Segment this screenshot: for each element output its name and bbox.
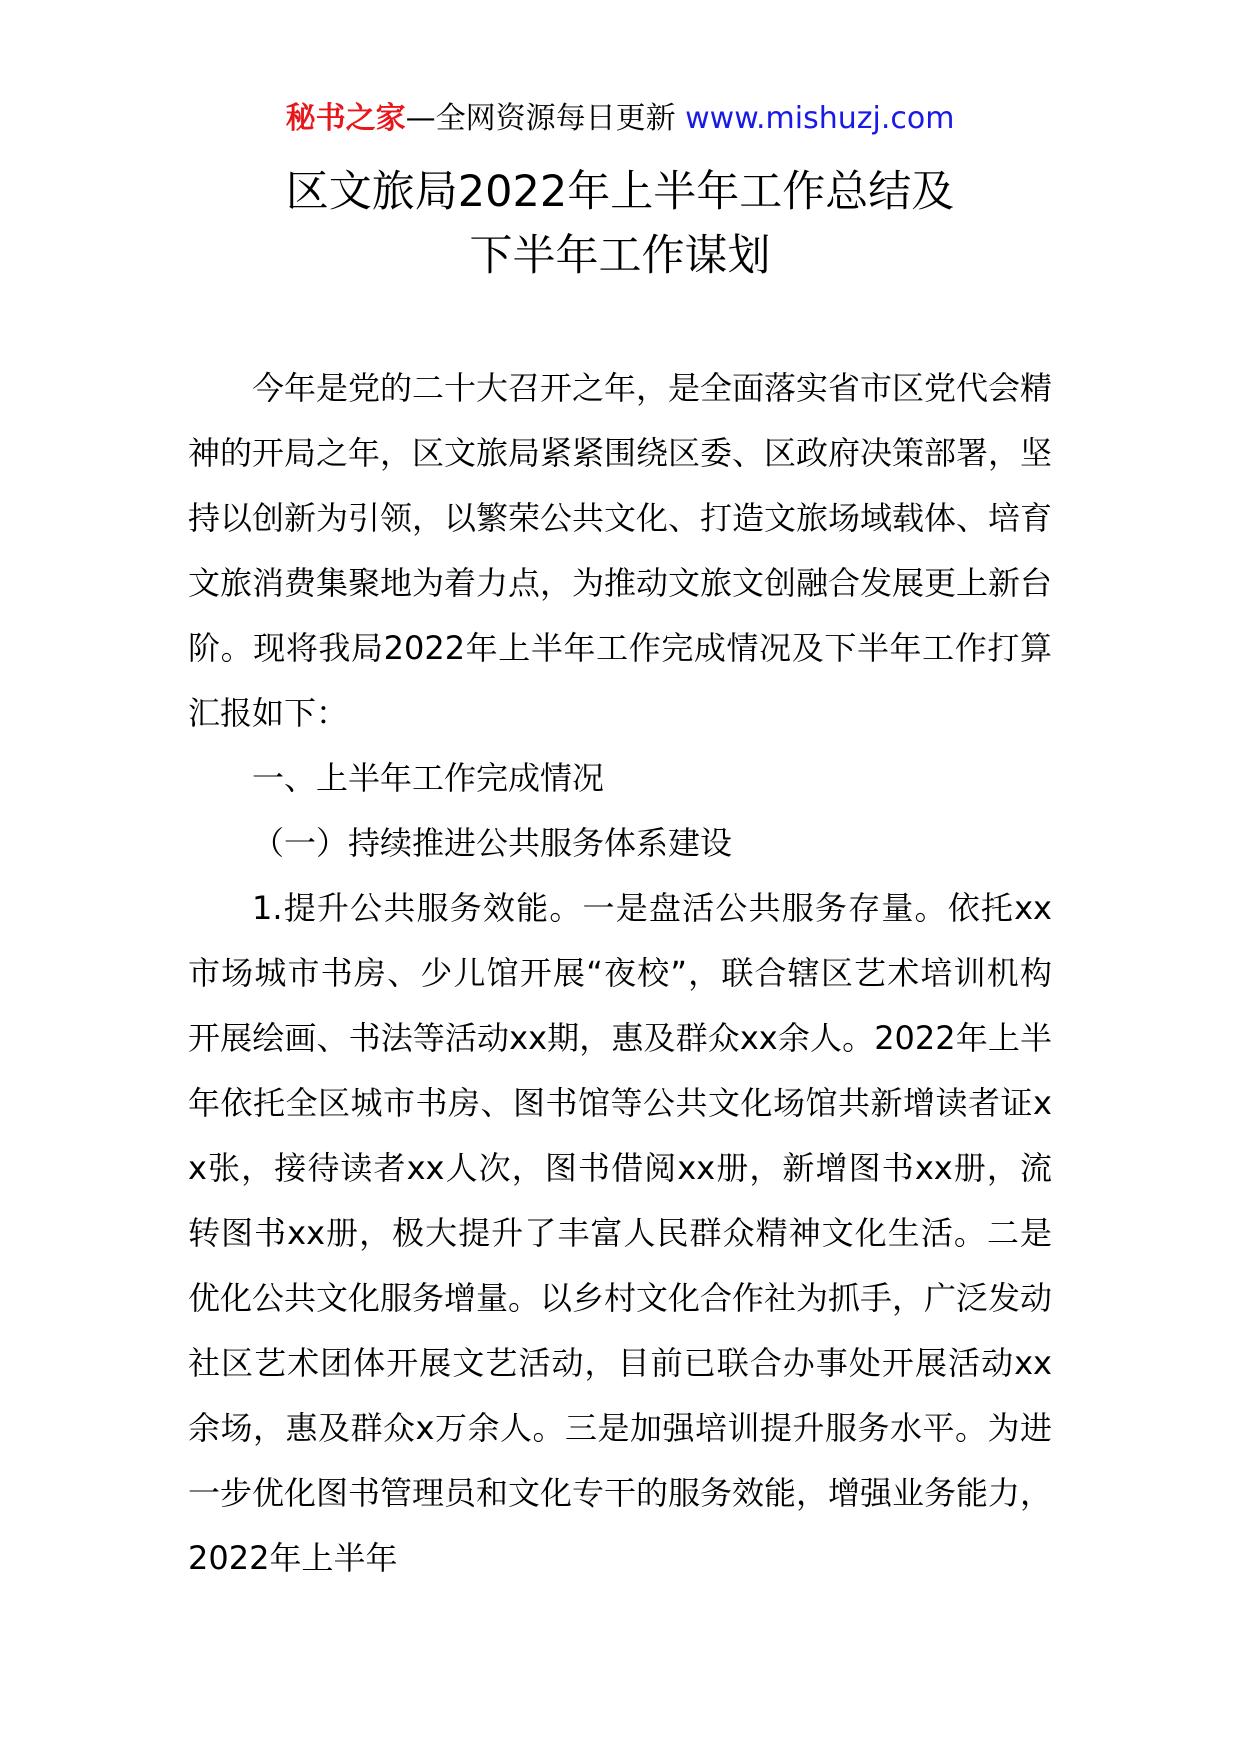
- body-paragraph: 1.提升公共服务效能。一是盘活公共服务存量。依托xx市场城市书房、少儿馆开展“夜校”，联合辖区艺术培训机构开展绘画、书法等活动xx期，惠及群众xx余人。2022年上半年依托全区城市书房、图书馆等公共文化场馆共新增读者证xx张，接待读者xx人次，图书借阅xx册，新增图书xx册，流转图书xx册，极大提升了丰富人民群众精神文化生活。二是优化公共文化服务增量。以乡村文化合作社为抓手，广泛发动社区艺术团体开展文艺活动，目前已联合办事处开展活动xx余场，惠及群众x万余人。三是加强培训提升服务水平。为进一步优化图书管理员和文化专干的服务效能，增强业务能力，2022年上半年: [188, 889, 1053, 1577]
- subsection-heading: （一）持续推进公共服务体系建设: [252, 824, 733, 862]
- intro-paragraph: 今年是党的二十大召开之年，是全面落实省市区党代会精神的开局之年，区文旅局紧紧围绕区委、区政府决策部署，坚持以创新为引领，以繁荣公共文化、打造文旅场域载体、培育文旅消费集聚地为着力点，为推动文旅文创融合发展更上新台阶。现将我局2022年上半年工作完成情况及下半年工作打算汇报如下：: [188, 369, 1053, 732]
- section-heading: 一、上半年工作完成情况: [252, 759, 605, 797]
- header-tagline: —全网资源每日更新: [405, 101, 676, 136]
- site-header: [0, 98, 1240, 140]
- document-title: [0, 160, 1240, 288]
- document-body: [188, 356, 1052, 1591]
- brand-name: 秘书之家: [285, 101, 406, 136]
- site-url-link[interactable]: www.mishuzj.com: [685, 101, 955, 136]
- document-title-line-1: 区文旅局2022年上半年工作总结及: [285, 167, 955, 217]
- document-title-line-2: 下半年工作谋划: [469, 231, 771, 281]
